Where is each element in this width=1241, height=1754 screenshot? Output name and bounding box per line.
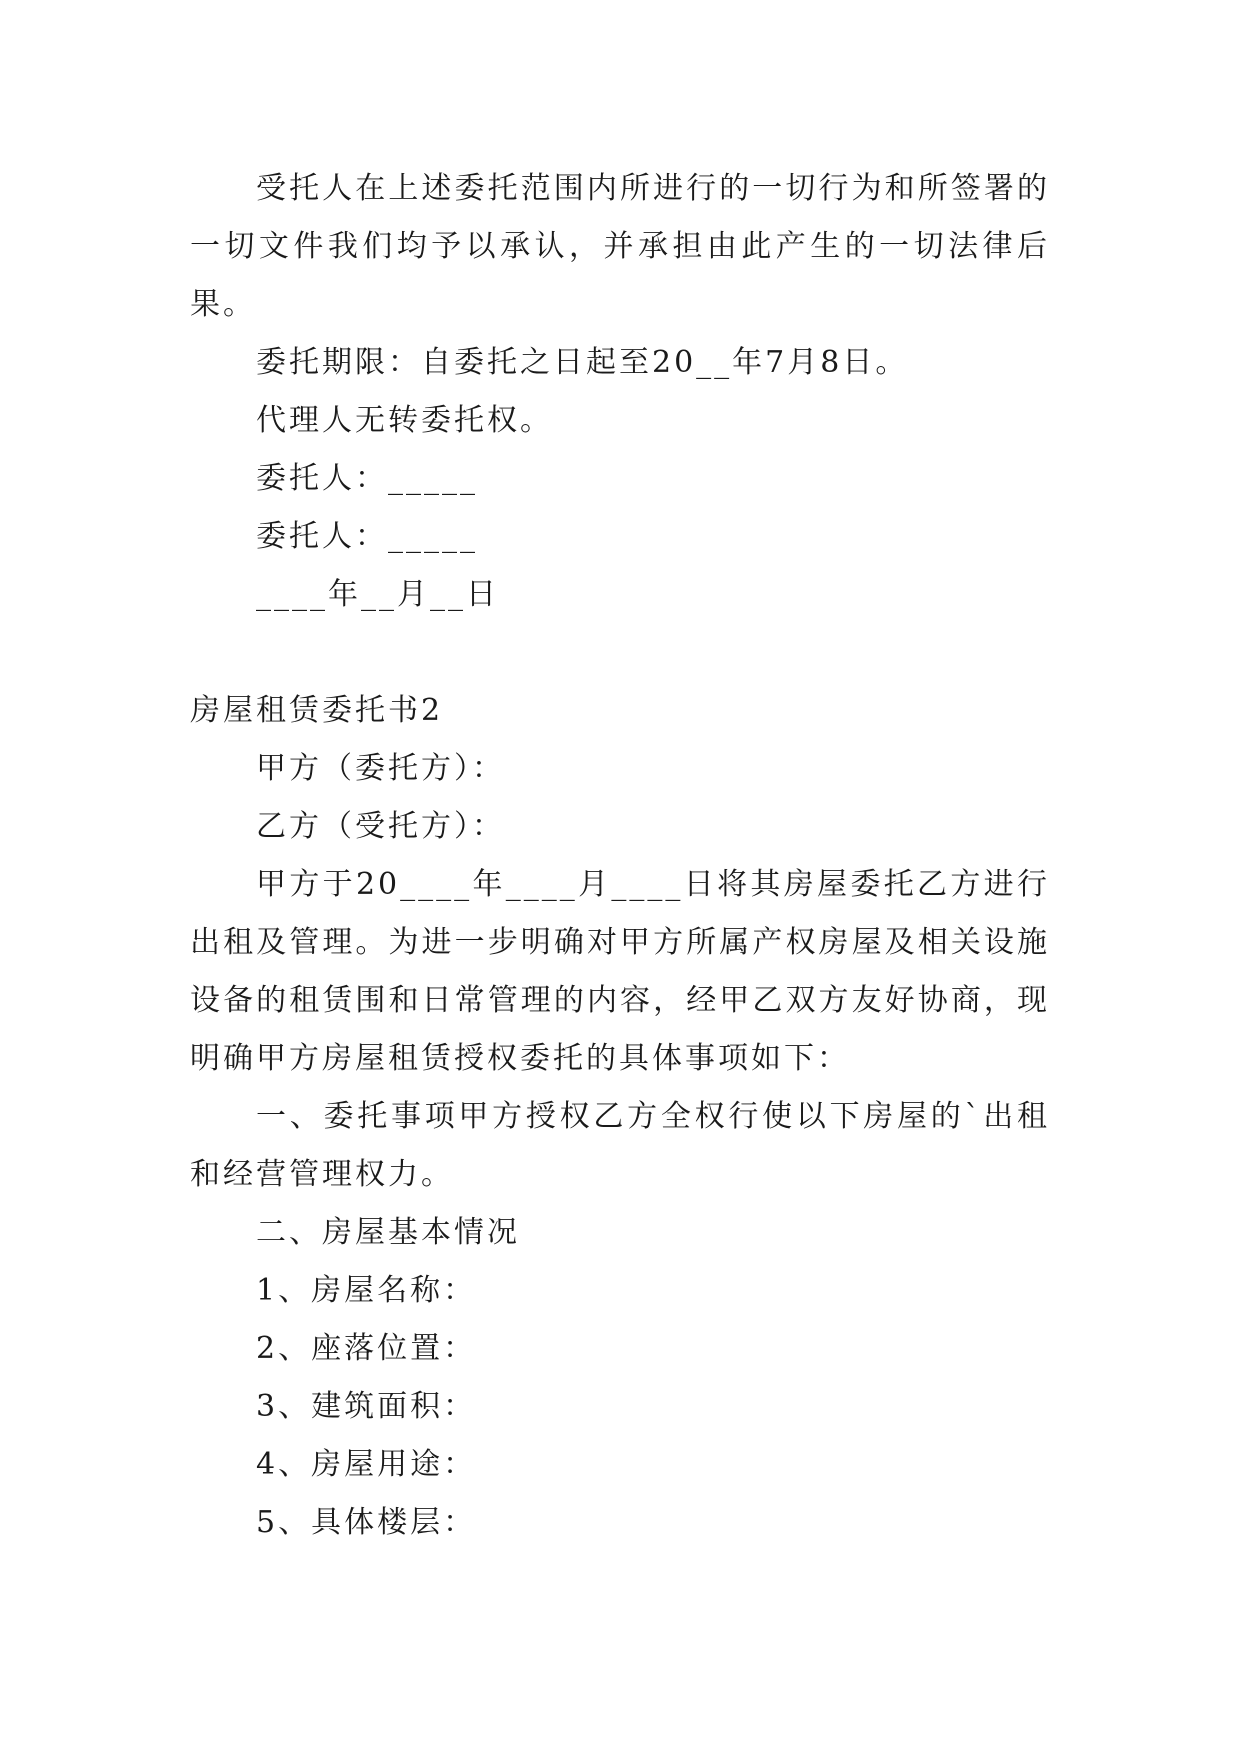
section-spacer (190, 624, 1050, 682)
property-field-area: 3、建筑面积： (256, 1389, 477, 1424)
ratification-paragraph: 受托人在上述委托范围内所进行的一切行为和所签署的一切文件我们均予以承认，并承担由此产生的一切法律后果。 (190, 171, 1050, 322)
party-b-line: 乙方（受托方）： (256, 809, 505, 844)
section-title: 房屋租赁委托书2 (190, 693, 444, 728)
principal-signature-1: 委托人：_____ (256, 461, 478, 496)
property-field-usage: 4、房屋用途： (256, 1447, 477, 1482)
no-sub-delegation-clause: 代理人无转委托权。 (256, 403, 553, 438)
property-info-heading: 二、房屋基本情况 (256, 1215, 520, 1250)
property-field-floor: 5、具体楼层： (256, 1505, 477, 1540)
delegation-term: 委托期限：自委托之日起至20__年7月8日。 (256, 345, 909, 380)
property-field-location: 2、座落位置： (256, 1331, 477, 1366)
property-field-name: 1、房屋名称： (256, 1273, 477, 1308)
party-a-line: 甲方（委托方）： (256, 751, 505, 786)
signature-date: ____年__月__日 (256, 577, 499, 612)
delegation-item-1: 一、委托事项甲方授权乙方全权行使以下房屋的`出租和经营管理权力。 (190, 1099, 1050, 1192)
document-body (190, 160, 1050, 1552)
intro-paragraph: 甲方于20____年____月____日将其房屋委托乙方进行出租及管理。为进一步明确对甲方所属产权房屋及相关设施设备的租赁围和日常管理的内容，经甲乙双方友好协商，现明确甲方房屋租赁授权委托的具体事项如下： (190, 867, 1050, 1076)
principal-signature-2: 委托人：_____ (256, 519, 478, 554)
